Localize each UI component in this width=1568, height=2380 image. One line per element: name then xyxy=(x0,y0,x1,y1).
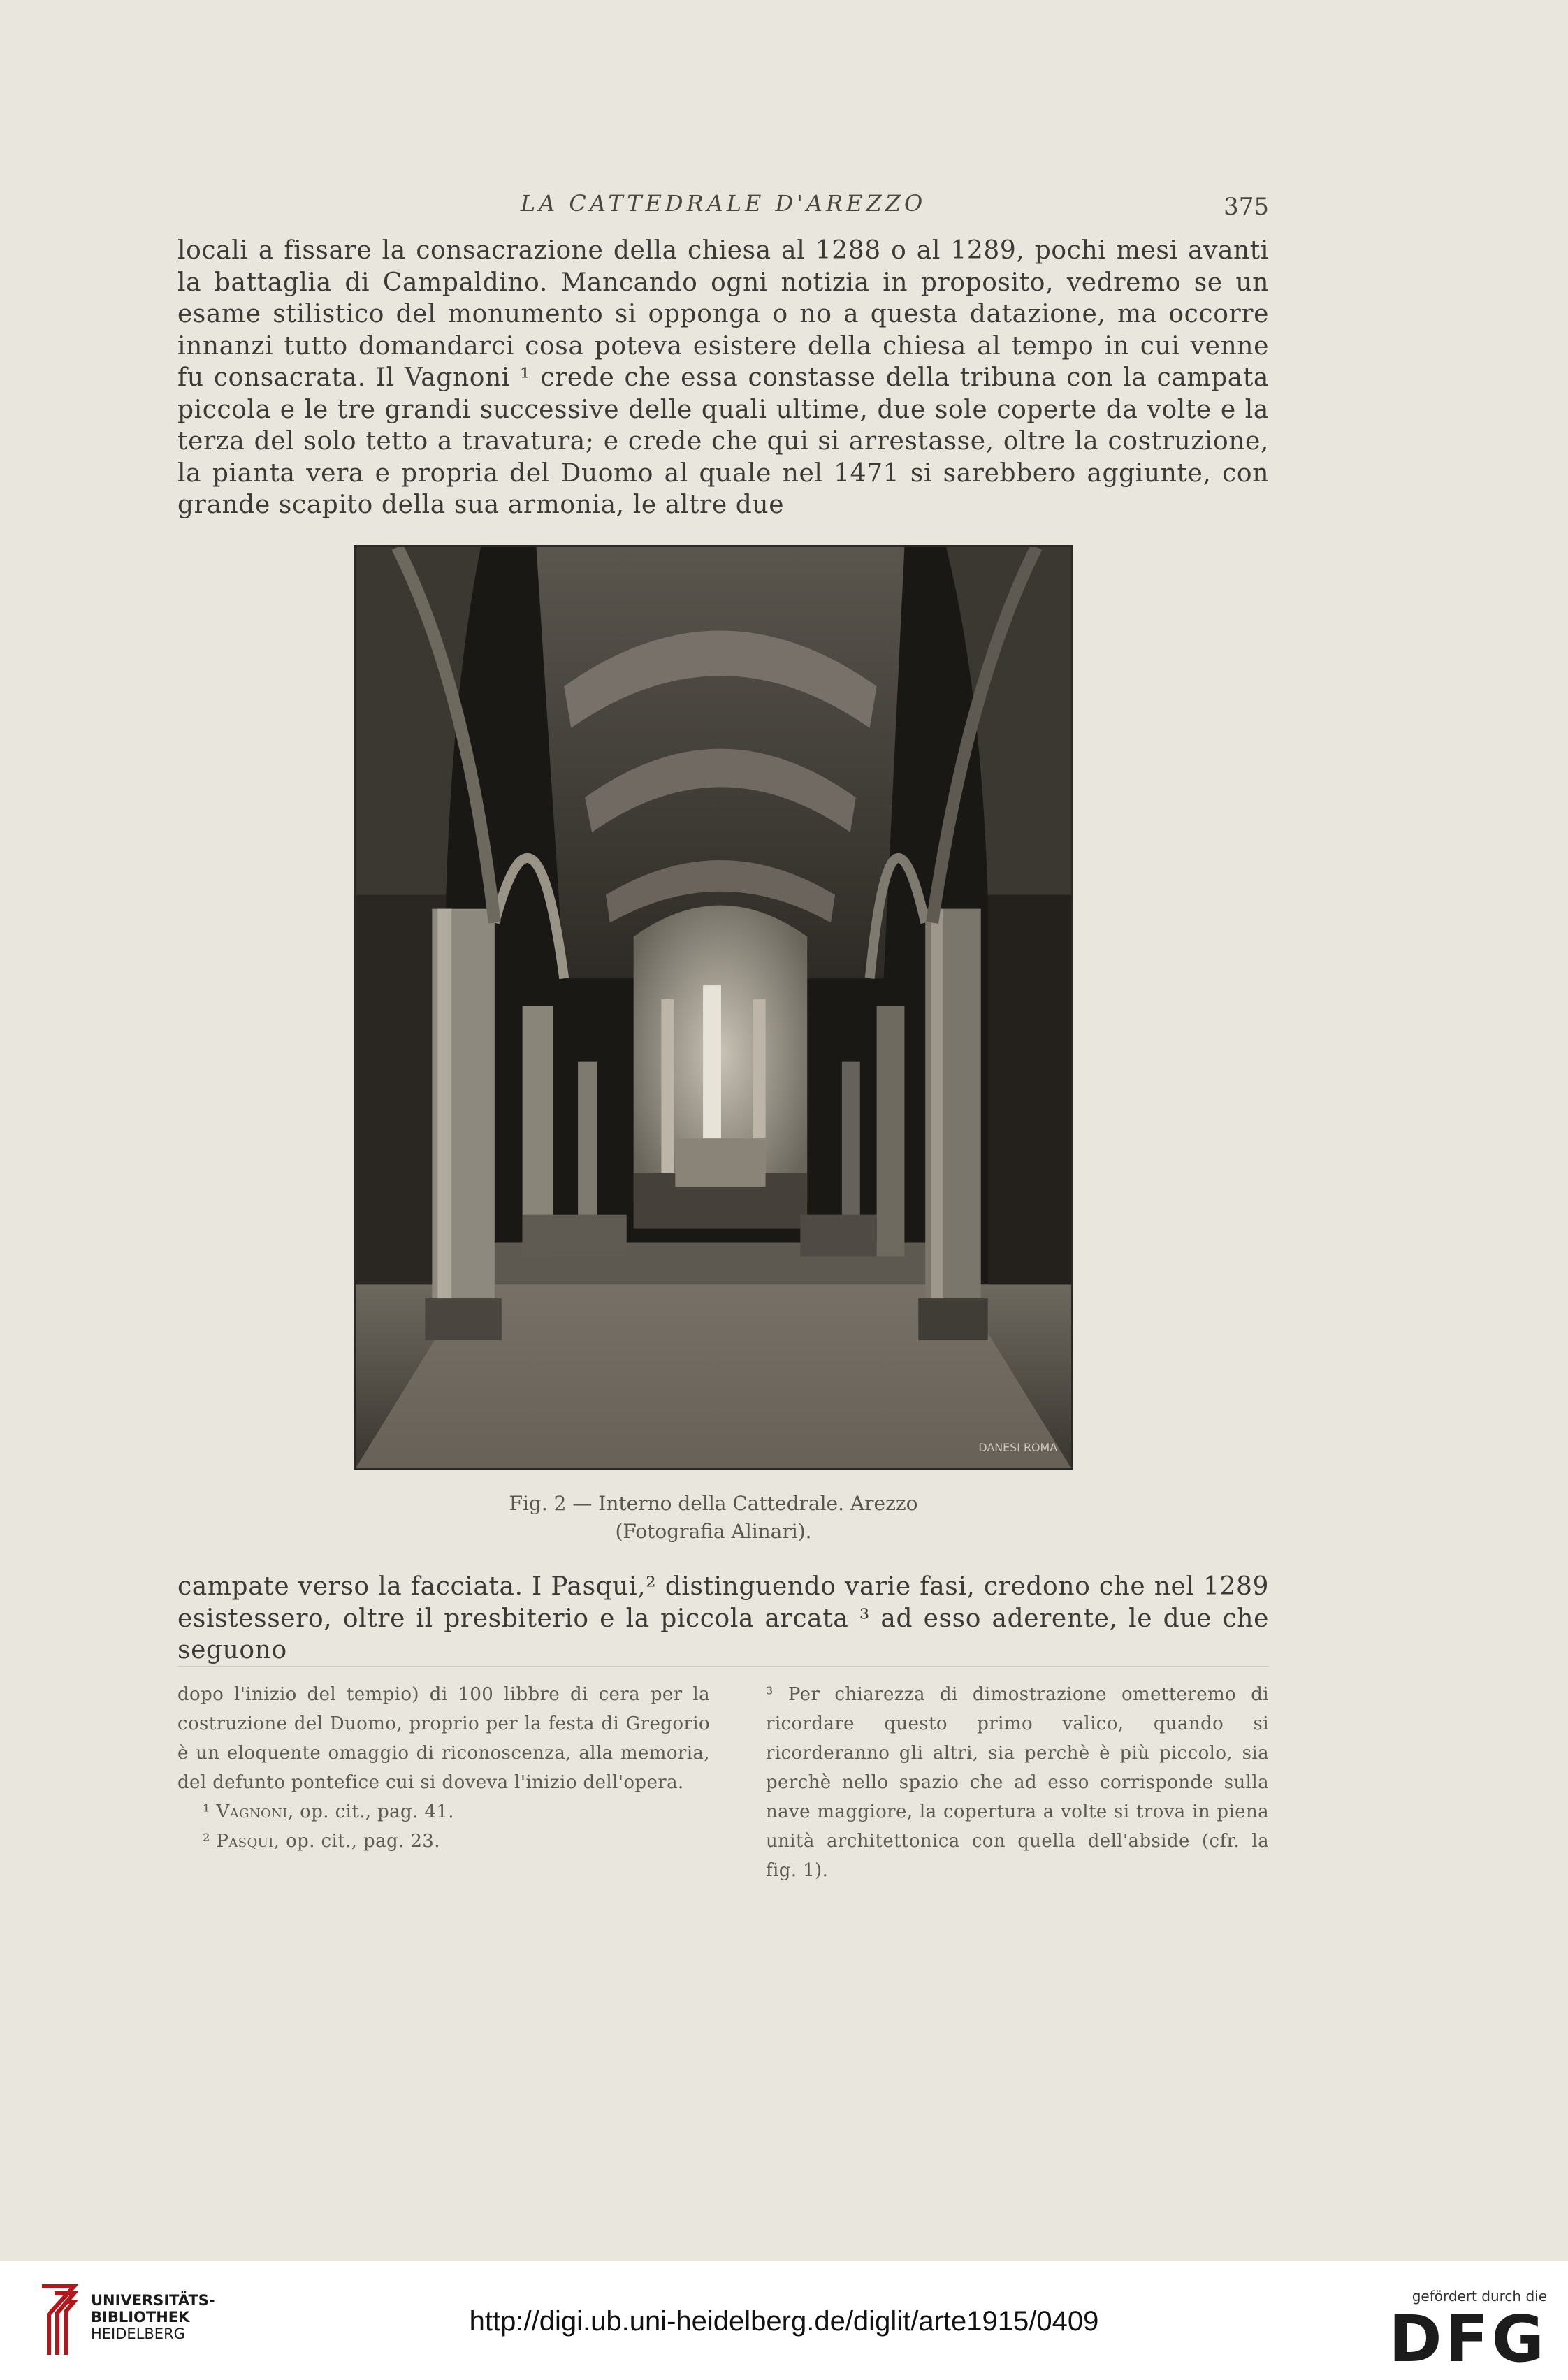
university-library-logo-icon xyxy=(35,2279,81,2362)
footnote-2 xyxy=(177,1827,710,1856)
permalink-url[interactable]: http://digi.ub.uni-heidelberg.de/diglit/arte1915/0409 xyxy=(469,2306,1099,2337)
library-name-line: HEIDELBERG xyxy=(91,2325,185,2342)
footnote-divider xyxy=(177,1666,1269,1667)
funding-note: gefördert durch die xyxy=(1411,2288,1547,2305)
running-head xyxy=(177,190,1269,225)
footnotes-left-column xyxy=(177,1680,710,1856)
paragraph-text: campate verso la facciata. I Pasqui,² distinguendo varie fasi, credono che nel 1289 esistessero, oltre il presbiterio e la piccola arcata ³ ad esso aderente, le due che seguono xyxy=(177,1572,1269,1664)
footnote-3: ³ Per chiarezza di dimostrazione ometteremo di ricordare questo primo valico, quando si ricorderanno gli altri, sia perchè è più piccolo, sia perchè nello spazio che ad esso corrisponde sulla nave maggiore, la copertura a volte si trova in piena unità architettonica con quella dell'abside (cfr. la fig. 1). xyxy=(766,1684,1269,1881)
footnote-marker: ¹ xyxy=(203,1801,210,1822)
library-name-line: UNIVERSITÄTS- xyxy=(91,2292,215,2309)
footnote-author: Pasqui xyxy=(216,1831,274,1852)
footnote-author: Vagnoni xyxy=(216,1801,288,1822)
digitization-footer xyxy=(0,2261,1568,2380)
footnote-marker: ² xyxy=(203,1831,210,1852)
paragraph-text: locali a fissare la consacrazione della chiesa al 1288 o al 1289, pochi mesi avanti la battaglia di Campaldino. Mancando ogni notizia in proposito, vedremo se un esame stilistico del monumento si opponga o no a questa datazione, ma occorre innanzi tutto domandarci cosa poteva esistere della chiesa al tempo in cui venne fu consacrata. Il Vagnoni ¹ crede che essa constasse della tribuna con la campata piccola e le tre grandi successive delle quali ultime, due sole coperte da volte e la terza del solo tetto a travatura; e crede che qui si arrestasse, oltre la costruzione, la pianta vera e propria del Duomo al quale nel 1471 si sarebbero aggiunte, con grande scapito della sua armonia, le altre due xyxy=(177,236,1269,519)
caption-line-2: (Fotografia Alinari). xyxy=(615,1520,812,1543)
body-paragraph-1 xyxy=(177,235,1269,521)
dfg-logo: DFG xyxy=(1388,2302,1547,2377)
page-number: 375 xyxy=(1224,193,1269,221)
footnote-continuation: dopo l'inizio del tempio) di 100 libbre di cera per la costruzione del Duomo, proprio per la festa di Gregorio è un eloquente omaggio di riconoscenza, alla memoria, del defunto pontefice cui si doveva l'inizio dell'opera. xyxy=(177,1684,710,1793)
photo-credit: DANESI ROMA xyxy=(978,1441,1058,1455)
library-name-line: BIBLIOTHEK xyxy=(91,2309,190,2325)
footnotes-right-column xyxy=(741,1680,1269,1885)
figure-caption xyxy=(354,1490,1073,1546)
body-paragraph-2 xyxy=(177,1571,1269,1667)
running-title: LA CATTEDRALE D'AREZZO xyxy=(520,190,927,217)
photo-illustration xyxy=(356,547,1071,1468)
footnote-1 xyxy=(177,1797,710,1827)
footnote-reference: , op. cit., pag. 23. xyxy=(273,1831,440,1852)
footnote-reference: , op. cit., pag. 41. xyxy=(287,1801,454,1822)
caption-line-1: Fig. 2 — Interno della Cattedrale. Arezzo xyxy=(509,1492,918,1515)
cathedral-interior-photo xyxy=(354,545,1073,1470)
library-name xyxy=(91,2292,215,2342)
